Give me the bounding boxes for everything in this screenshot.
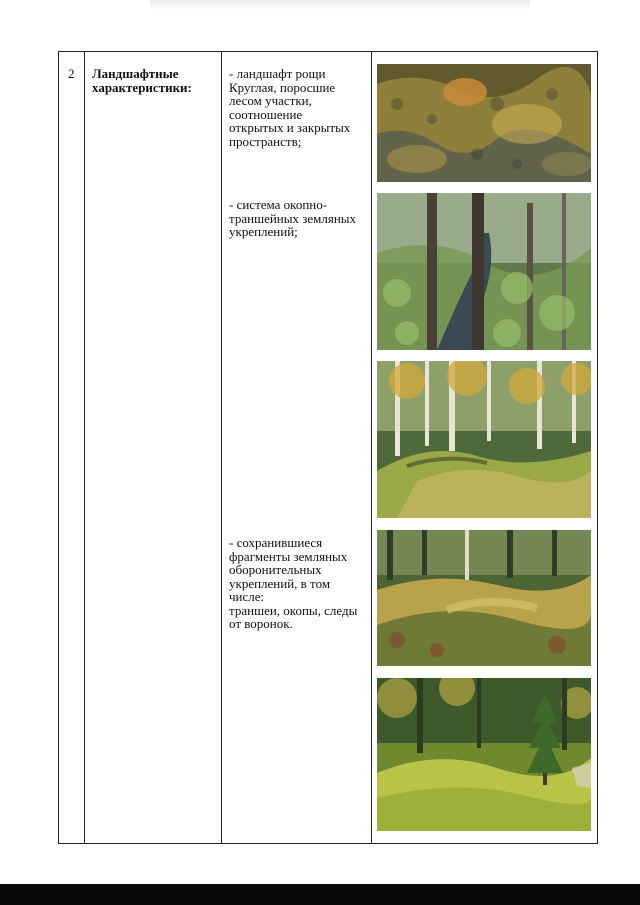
row-number: 2: [68, 66, 75, 81]
description-fortifications: - сохранившиеся фрагменты земляных оборонительных укреплений, в том числе: траншеи, окопы, следы от воронок.: [229, 535, 358, 631]
photo-grassy-trench: [377, 678, 591, 831]
scan-artifact-bottom: [0, 884, 640, 905]
photo-forest-stream: [377, 193, 591, 350]
description-landscape: - ландшафт рощи Круглая, поросшие лесом участки, соотношение открытых и закрытых пространств;: [229, 66, 351, 149]
column-divider: [84, 51, 85, 844]
description-trench-system: - система окопно- траншейных земляных укреплений;: [229, 197, 357, 239]
row-heading: Ландшафтные характеристики:: [92, 66, 192, 95]
photo-aerial-grove: [377, 64, 591, 182]
photo-trench-fragment: [377, 530, 591, 666]
column-divider: [371, 51, 372, 844]
column-divider: [221, 51, 222, 844]
scan-artifact-top: [150, 0, 530, 10]
photo-birch-trench: [377, 361, 591, 518]
